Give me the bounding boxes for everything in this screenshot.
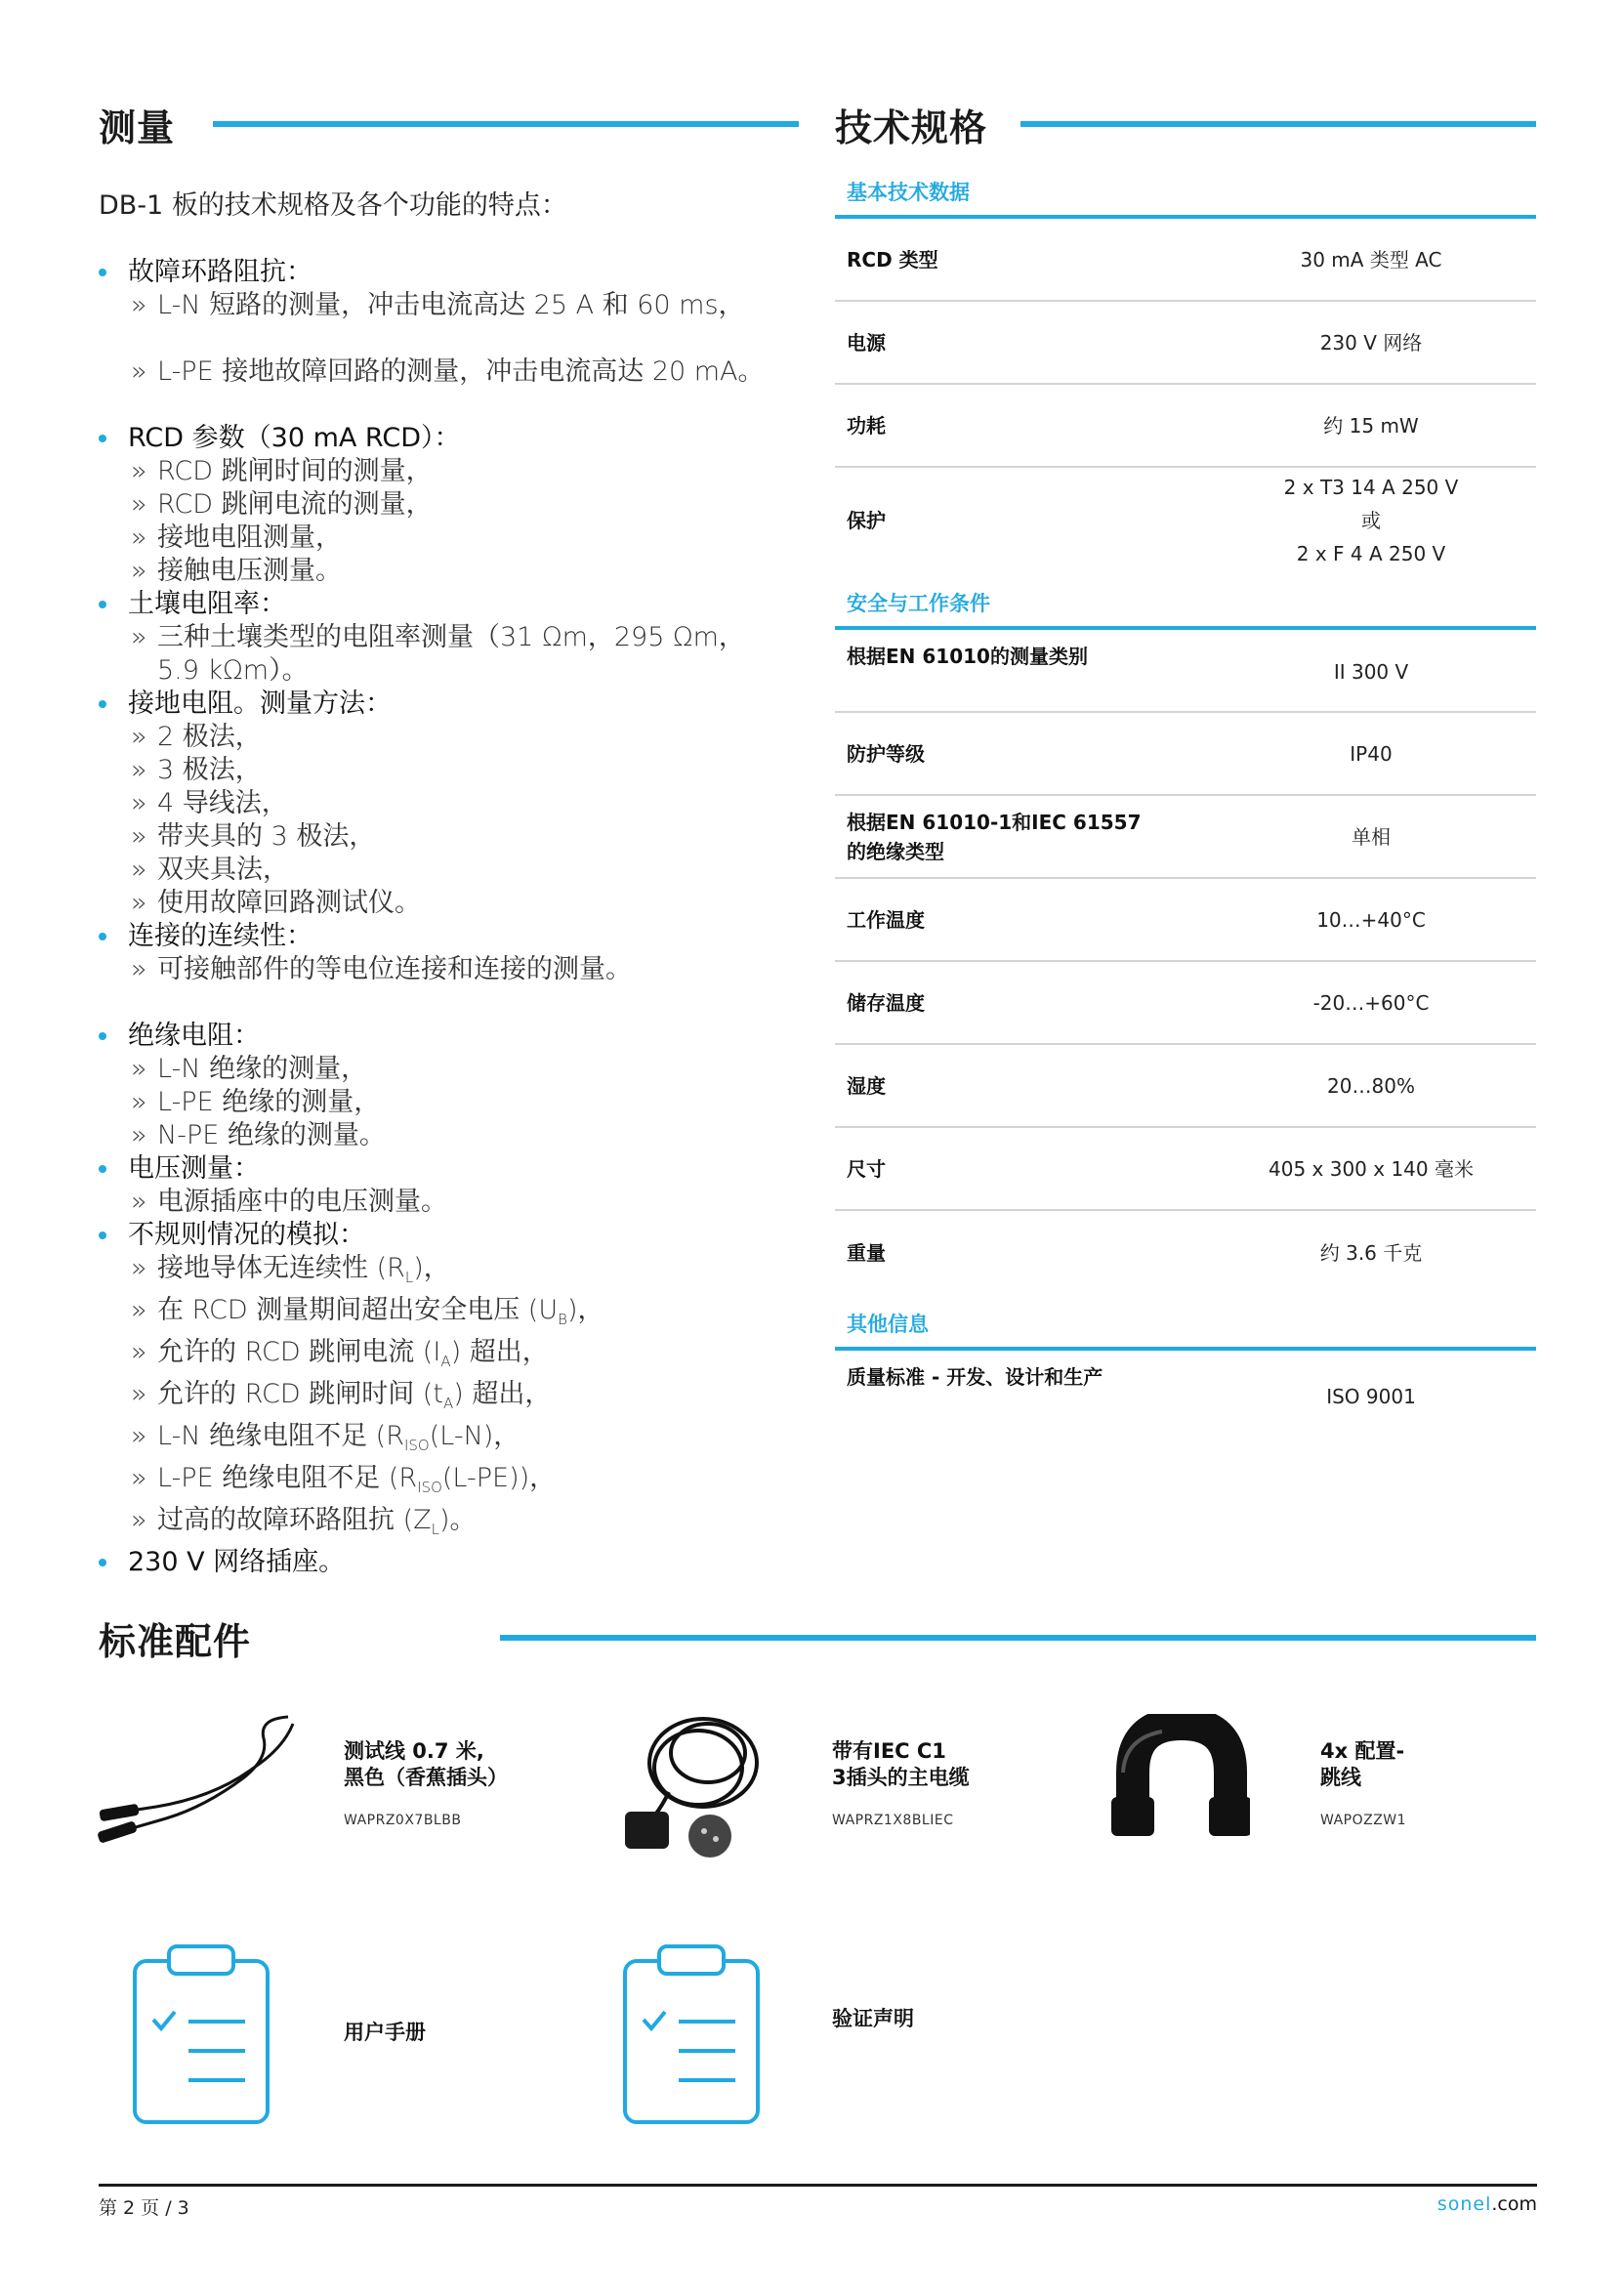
page-number: 第 2 页 / 3 xyxy=(99,2197,189,2219)
row-value: 约 15 mW xyxy=(1323,413,1419,438)
clipboard-icon xyxy=(132,1943,270,2125)
row-value: IP40 xyxy=(1350,741,1393,766)
list-item: » 使用故障回路测试仪。 xyxy=(131,888,421,918)
list-group-earth-resistance xyxy=(99,688,802,920)
list-item: » 4 导线法， xyxy=(131,788,288,818)
row-value: 20…80% xyxy=(1327,1073,1415,1098)
row-value: -20…+60°C xyxy=(1312,990,1430,1015)
accessory-title: 用户手册 xyxy=(344,2021,426,2044)
list-item: » 2 极法， xyxy=(131,722,262,752)
accessories-title: 标准配件 xyxy=(99,1620,252,1663)
bullet-icon xyxy=(99,933,106,940)
list-item: » 接触电压测量。 xyxy=(131,556,342,586)
jumper-icon xyxy=(1103,1714,1250,1841)
accessory-title: 带有IEC C1 xyxy=(832,1739,946,1763)
table-row xyxy=(835,468,1536,573)
accessory-title: 黑色（香蕉插头） xyxy=(344,1766,508,1789)
list-group-voltage xyxy=(99,1152,802,1219)
bullet-icon xyxy=(99,601,106,608)
list-item: » L-PE 绝缘电阻不足 $(R_{ISO}(L-PE))$， xyxy=(131,1463,557,1496)
row-value: 2 x T3 14 A 250 V 或 2 x F 4 A 250 V xyxy=(1283,476,1459,565)
table-row xyxy=(835,796,1536,879)
table-row xyxy=(835,713,1536,796)
accessory-code: WAPRZ0X7BLBB xyxy=(344,1813,462,1828)
clipboard-icon xyxy=(622,1943,761,2125)
accessory-validation-certificate xyxy=(832,2006,914,2032)
table-row xyxy=(835,1351,1536,1434)
table-row xyxy=(835,1211,1536,1294)
list-item: » 过高的故障环路阻抗 $(Z_L)$。 xyxy=(131,1505,477,1538)
list-item: » 双夹具法， xyxy=(131,855,289,885)
row-key: 湿度 xyxy=(847,1073,886,1098)
row-value: 230 V 网络 xyxy=(1319,330,1423,355)
row-key: 尺寸 xyxy=(847,1156,886,1181)
list-item: » 可接触部件的等电位连接和连接的测量。 xyxy=(131,954,632,984)
row-key: 质量标准 - 开发、设计和生产 xyxy=(847,1365,1103,1389)
list-item: » RCD 跳闸电流的测量， xyxy=(131,489,433,520)
row-key: 保护 xyxy=(847,509,886,532)
bullet-icon xyxy=(99,1231,106,1239)
list-item: » RCD 跳闸时间的测量， xyxy=(131,456,433,486)
row-value: 10…+40°C xyxy=(1316,907,1426,932)
tech-specs-table xyxy=(835,162,1536,1434)
list-group-label: 230 V 网络插座。 xyxy=(128,1547,346,1577)
list-item: » N-PE 绝缘的测量。 xyxy=(131,1120,386,1150)
accessory-title: 验证声明 xyxy=(832,2007,914,2030)
accessory-code: WAPOZZW1 xyxy=(1320,1813,1407,1828)
section-safety-header: 安全与工作条件 xyxy=(835,573,1536,630)
measurement-list xyxy=(99,256,802,1579)
bullet-icon xyxy=(99,1032,106,1040)
list-group-continuity xyxy=(99,920,802,986)
list-group-label: 土壤电阻率： xyxy=(128,589,286,619)
measurement-title: 测量 xyxy=(99,106,176,149)
row-key: 根据EN 61010-1和IEC 61557 的绝缘类型 xyxy=(847,810,1142,863)
row-key: 储存温度 xyxy=(847,990,925,1015)
brand-link[interactable]: sonel.com xyxy=(1436,2193,1537,2215)
list-item: » 带夹具的 3 极法， xyxy=(131,821,376,852)
list-group-soil-resistivity xyxy=(99,588,802,688)
list-group-label: 故障环路阻抗： xyxy=(128,257,312,287)
list-item: » L-N 绝缘的测量， xyxy=(131,1054,368,1084)
measurement-intro: DB-1 板的技术规格及各个功能的特点： xyxy=(99,190,567,221)
section-other-header: 其他信息 xyxy=(835,1294,1536,1351)
list-group-loop-impedance xyxy=(99,256,802,389)
list-item: » L-PE 绝缘的测量， xyxy=(131,1087,381,1117)
accessory-title: 4x 配置- xyxy=(1320,1739,1405,1763)
tech-specs-title: 技术规格 xyxy=(835,106,988,149)
list-group-insulation xyxy=(99,1020,802,1152)
measurement-title-rule xyxy=(213,121,799,127)
row-key: 防护等级 xyxy=(847,741,925,766)
list-group-socket xyxy=(99,1546,802,1579)
list-group-rcd xyxy=(99,422,802,588)
list-group-label: 电压测量： xyxy=(128,1153,260,1184)
row-value: 单相 xyxy=(1352,824,1391,849)
list-group-label: RCD 参数（30 mA RCD）： xyxy=(128,423,461,453)
bullet-icon xyxy=(99,435,106,442)
bullet-icon xyxy=(99,1165,106,1173)
row-key: 重量 xyxy=(847,1240,886,1265)
row-key: 工作温度 xyxy=(847,907,925,932)
list-item: » L-N 短路的测量，冲击电流高达 25 A 和 60 ms， xyxy=(131,290,745,320)
accessory-jumpers xyxy=(1320,1738,1406,1828)
list-item: » 允许的 RCD 跳闸时间 $(t_A)$ 超出， xyxy=(131,1379,552,1412)
row-value: 405 x 300 x 140 毫米 xyxy=(1269,1156,1474,1181)
section-basic-header: 基本技术数据 xyxy=(835,162,1536,219)
tech-specs-title-rule xyxy=(1020,121,1536,127)
list-item: » 允许的 RCD 跳闸电流 $(I_A)$ 超出， xyxy=(131,1337,549,1370)
accessory-title: 测试线 0.7 米, xyxy=(344,1739,484,1763)
accessories-title-rule xyxy=(500,1635,1536,1641)
row-key: 电源 xyxy=(847,330,886,355)
list-group-label: 连接的连续性： xyxy=(128,921,312,951)
accessory-title: 3插头的主电缆 xyxy=(832,1766,970,1789)
list-item: » 在 RCD 测量期间超出安全电压 $(U_B)$， xyxy=(131,1295,604,1328)
bullet-icon xyxy=(99,700,106,708)
table-row xyxy=(835,1128,1536,1211)
row-key: 根据EN 61010的测量类别 xyxy=(847,645,1088,668)
row-value: 约 3.6 千克 xyxy=(1319,1240,1423,1265)
accessory-user-manual xyxy=(344,2020,426,2046)
bullet-icon xyxy=(99,1559,106,1566)
list-item: » L-N 绝缘电阻不足 ($R_{ISO}(L-N)$， xyxy=(131,1421,520,1454)
table-row xyxy=(835,1045,1536,1128)
list-group-label: 不规则情况的模拟： xyxy=(128,1220,365,1250)
table-row xyxy=(835,219,1536,302)
accessory-test-lead xyxy=(344,1738,508,1828)
bullet-icon xyxy=(99,269,106,276)
list-group-irregularities xyxy=(99,1219,802,1546)
table-row xyxy=(835,302,1536,385)
row-value: 30 mA 类型 AC xyxy=(1300,247,1442,271)
list-item: » 接地电阻测量， xyxy=(131,522,342,553)
mains-cable-icon xyxy=(620,1694,776,1865)
accessory-title: 跳线 xyxy=(1320,1766,1361,1789)
list-item: » 接地导体无连续性 $(R_L)$， xyxy=(131,1253,450,1286)
row-key: 功耗 xyxy=(847,413,886,438)
row-value: II 300 V xyxy=(1333,660,1409,684)
accessory-mains-cable xyxy=(832,1738,970,1828)
list-group-label: 接地电阻。测量方法： xyxy=(128,689,392,719)
row-value: ISO 9001 xyxy=(1326,1385,1416,1408)
list-item: » L-PE 接地故障回路的测量，冲击电流高达 20 mA。 xyxy=(131,356,765,387)
table-row xyxy=(835,879,1536,962)
list-group-label: 绝缘电阻： xyxy=(128,1021,260,1051)
table-row xyxy=(835,630,1536,713)
table-row xyxy=(835,385,1536,468)
test-lead-icon xyxy=(98,1699,312,1846)
row-key: RCD 类型 xyxy=(847,247,938,271)
footer-rule xyxy=(99,2184,1537,2187)
list-item: » 三种土壤类型的电阻率测量（31 Ωm，295 Ωm，5.9 kΩm）。 xyxy=(131,622,745,686)
accessory-code: WAPRZ1X8BLIEC xyxy=(832,1813,954,1828)
table-row xyxy=(835,962,1536,1045)
list-item: » 3 极法， xyxy=(131,755,262,785)
list-item: » 电源插座中的电压测量。 xyxy=(131,1187,447,1217)
